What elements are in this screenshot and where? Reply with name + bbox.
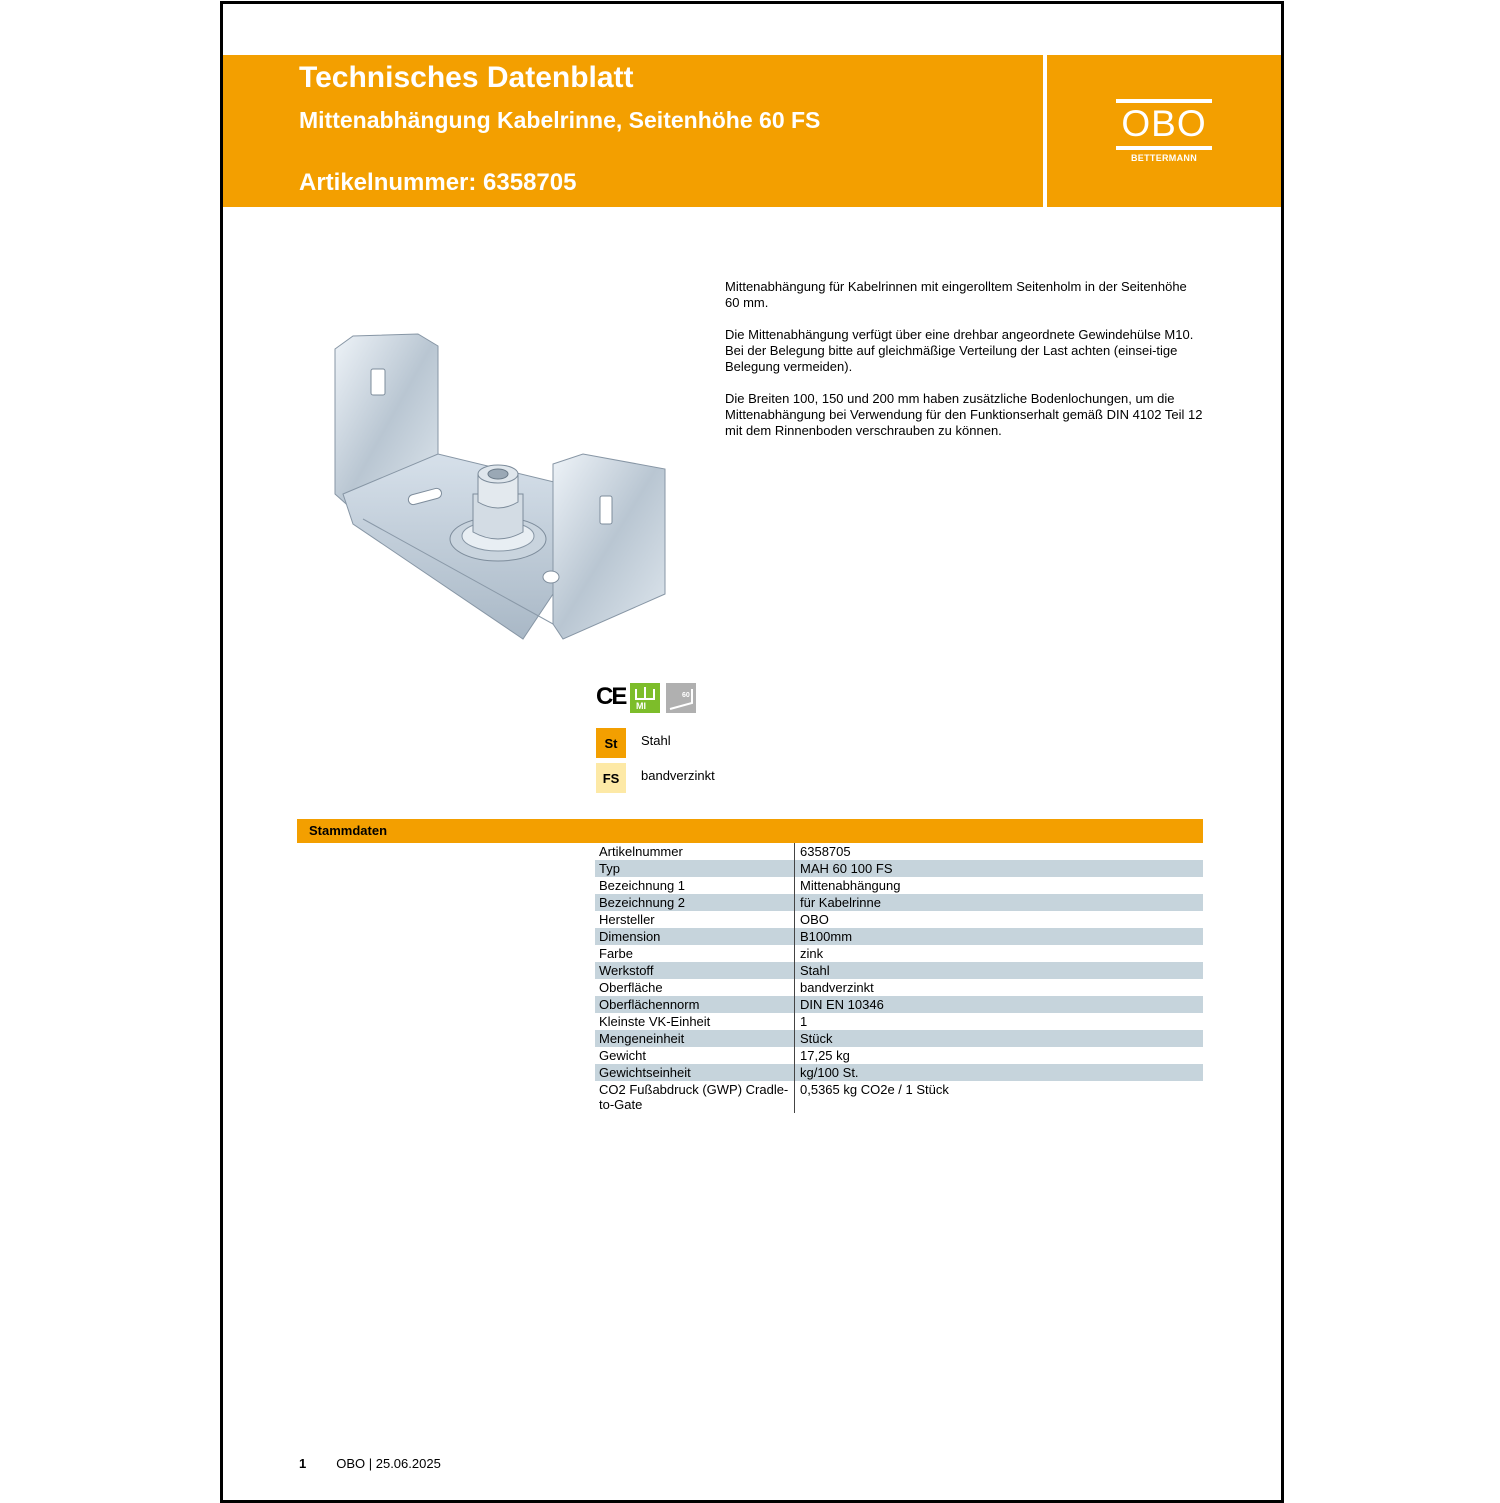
table-cell-key: CO2 Fußabdruck (GWP) Cradle-to-Gate (595, 1081, 795, 1113)
material-label: Stahl (641, 733, 671, 748)
table-cell-key: Oberflächennorm (595, 996, 795, 1013)
table-row (595, 894, 1203, 911)
table-cell-value: 0,5365 kg CO2e / 1 Stück (800, 1082, 949, 1097)
table-cell-value: OBO (800, 912, 829, 927)
footer-text: OBO | 25.06.2025 (336, 1456, 441, 1471)
table-row (595, 928, 1203, 945)
page-title: Technisches Datenblatt (299, 61, 634, 94)
table-row (595, 860, 1203, 877)
table-cell-value: MAH 60 100 FS (800, 861, 893, 876)
table-row (595, 1064, 1203, 1081)
description-paragraph: Die Breiten 100, 150 und 200 mm haben zusätzliche Bodenlochungen, um die Mittenabhängung bei Verwendung für den Funktionserhalt gemäß DIN 4102 Teil 12 mit dem Rinnenboden verschrauben zu können. (725, 391, 1203, 438)
table-cell-key: Kleinste VK-Einheit (595, 1013, 795, 1030)
table-row (595, 877, 1203, 894)
article-number-heading: Artikelnummer: 6358705 (299, 169, 577, 196)
table-row (595, 1081, 1203, 1113)
table-cell-value: Stück (800, 1031, 833, 1046)
material-badge: St (596, 728, 626, 758)
page-footer (299, 1456, 441, 1471)
stammdaten-table (595, 843, 1203, 1113)
table-cell-value: 1 (800, 1014, 808, 1029)
table-cell-key: Oberfläche (595, 979, 795, 996)
header-divider (1043, 55, 1047, 207)
mi-certification-icon (630, 683, 660, 713)
page-number: 1 (299, 1456, 307, 1471)
ce-mark: CE (596, 683, 626, 710)
table-cell-key: Mengeneinheit (595, 1030, 795, 1047)
logo-bottom-bar (1116, 146, 1212, 150)
product-description (725, 279, 1203, 455)
stammdaten-title: Stammdaten (309, 823, 388, 838)
table-cell-key: Gewichtseinheit (595, 1064, 795, 1081)
table-row (595, 962, 1203, 979)
table-row (595, 1047, 1203, 1064)
table-cell-value: kg/100 St. (800, 1065, 859, 1080)
description-paragraph: Mittenabhängung für Kabelrinnen mit eingerolltem Seitenholm in der Seitenhöhe 60 mm. (725, 279, 1187, 310)
page-subtitle: Mittenabhängung Kabelrinne, Seitenhöhe 60 FS (299, 107, 821, 133)
table-cell-key: Artikelnummer (595, 843, 795, 860)
side-height-label: 60 (682, 692, 690, 699)
table-row (595, 1013, 1203, 1030)
header-banner (223, 55, 1281, 207)
table-cell-value: B100mm (800, 929, 853, 944)
table-cell-value: 17,25 kg (800, 1048, 850, 1063)
datasheet-page (220, 1, 1284, 1503)
stammdaten-header (297, 819, 1203, 843)
table-cell-key: Farbe (595, 945, 795, 962)
table-cell-key: Bezeichnung 2 (595, 894, 795, 911)
table-cell-key: Werkstoff (595, 962, 795, 979)
description-paragraph: Die Mittenabhängung verfügt über eine drehbar angeordnete Gewindehülse M10. Bei der Belegung bitte auf gleichmäßige Verteilung der Last achten (einsei-tige Belegung vermeiden). (725, 327, 1194, 374)
table-row (595, 996, 1203, 1013)
product-image (323, 324, 683, 654)
logo-text: OBO (1121, 103, 1207, 144)
table-cell-key: Dimension (595, 928, 795, 945)
side-height-icon (666, 683, 696, 713)
table-cell-value: Stahl (800, 963, 830, 978)
product-illustration (323, 324, 683, 654)
table-cell-value: bandverzinkt (800, 980, 874, 995)
table-cell-key: Bezeichnung 1 (595, 877, 795, 894)
obo-logo (1116, 99, 1214, 163)
table-cell-value: DIN EN 10346 (800, 997, 884, 1012)
table-row (595, 979, 1203, 996)
table-cell-value: zink (800, 946, 824, 961)
table-row (595, 945, 1203, 962)
table-row (595, 1030, 1203, 1047)
table-row (595, 911, 1203, 928)
table-cell-key: Gewicht (595, 1047, 795, 1064)
table-cell-value: für Kabelrinne (800, 895, 881, 910)
side-height-pictogram (666, 683, 696, 713)
logo-subtext: BETTERMANN (1131, 153, 1197, 163)
surface-badge: FS (596, 763, 626, 793)
certification-icons (596, 681, 706, 717)
table-cell-value: Mittenabhängung (800, 878, 901, 893)
table-cell-key: Hersteller (595, 911, 795, 928)
table-cell-key: Typ (595, 860, 795, 877)
surface-label: bandverzinkt (641, 768, 715, 783)
table-row (595, 843, 1203, 860)
table-cell-value: 6358705 (800, 844, 851, 859)
mi-label: MI (636, 701, 646, 711)
